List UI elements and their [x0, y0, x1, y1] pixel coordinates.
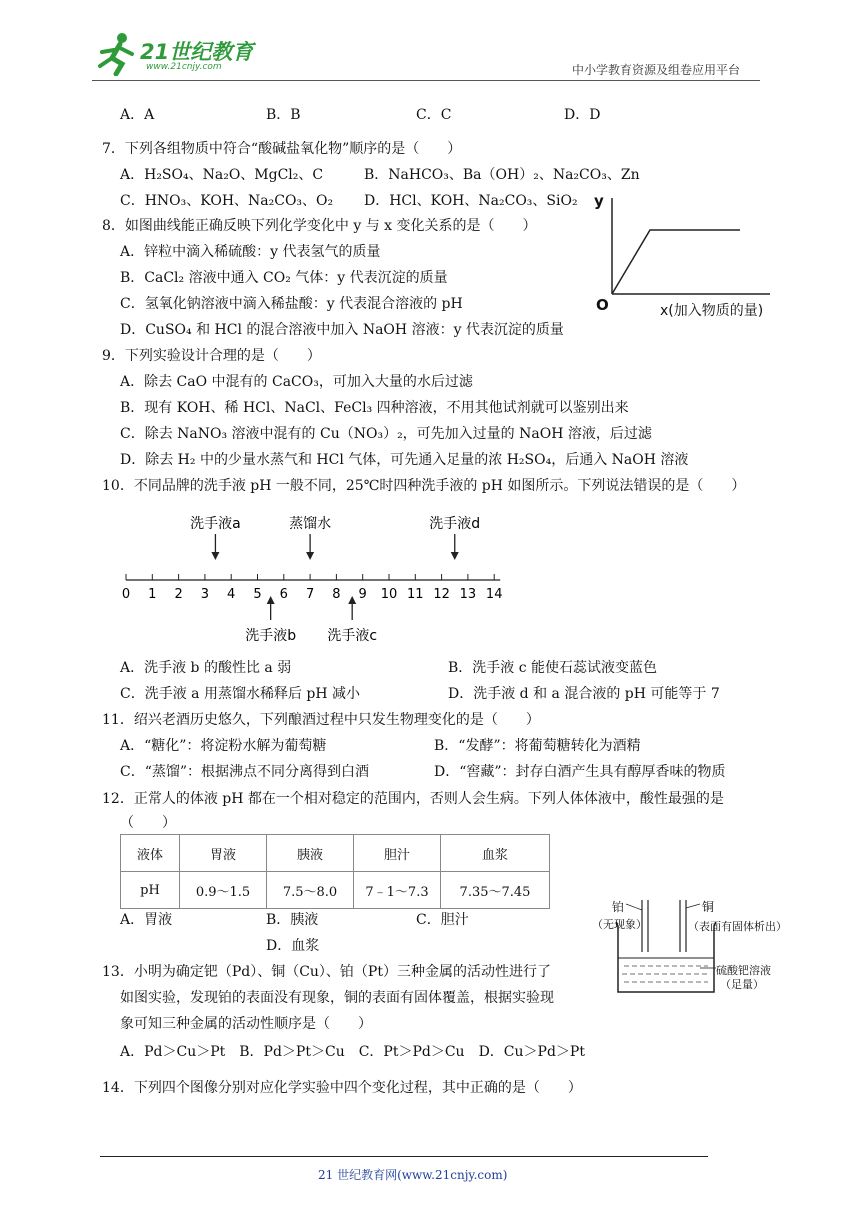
q12-option-b: B．胰液 [266, 912, 319, 928]
q8-curve [612, 230, 740, 294]
ph-tick-label: 11 [407, 586, 424, 602]
q8-option-d: D．CuSO₄ 和 HCl 的混合溶液中加入 NaOH 溶液：y 代表沉淀的质量 [120, 322, 564, 338]
footer-divider [100, 1156, 708, 1157]
ph-tick-label: 2 [174, 586, 183, 602]
pt-label: 铂 [612, 900, 625, 914]
ph-tick-label: 1 [148, 586, 157, 602]
q10-stem: 10．不同品牌的洗手液 pH 一般不同，25℃时四种洗手液的 pH 如图所示。下列说法错误的是（ ） [102, 478, 746, 494]
q7-option-c: C．HNO₃、KOH、Na₂CO₃、O₂ [120, 193, 334, 209]
table-header-cell: 胃液 [180, 835, 267, 872]
ph-tick-label: 3 [200, 586, 210, 602]
q7-option-b: B．NaHCO₃、Ba（OH）₂、Na₂CO₃、Zn [364, 167, 640, 183]
q11-option-c: C．“蒸馏”：根据沸点不同分离得到白酒 [120, 764, 370, 780]
table-row [121, 872, 550, 909]
ph-tick-label: 14 [485, 586, 503, 602]
solution-label: 硫酸钯溶液 [716, 964, 771, 977]
solution-note: （足量） [720, 978, 764, 991]
q8-x-label: x(加入物质的量) [660, 303, 764, 319]
runner-logo-icon [92, 30, 138, 76]
table-header-cell: 胰液 [267, 835, 354, 872]
table-row [121, 835, 550, 872]
ph-tick-label: 8 [332, 586, 341, 602]
q12-stem: 12．正常人的体液 pH 都在一个相对稳定的范围内，否则人会生病。下列人体体液中，酸性最强的是 [102, 791, 724, 807]
ph-tick-label: 10 [380, 586, 398, 602]
q8-option-c: C．氢氧化钠溶液中滴入稀盐酸：y 代表混合溶液的 pH [120, 296, 463, 312]
q10-option-b: B．洗手液 c 能使石蕊试液变蓝色 [448, 660, 658, 676]
arrow-down-icon [306, 552, 314, 560]
ph-tick-label: 0 [121, 586, 131, 602]
ph-tick-label: 9 [358, 586, 367, 602]
q11-option-a: A．“糖化”：将淀粉水解为葡萄糖 [120, 738, 327, 754]
q6-option-a: A．A [120, 107, 155, 123]
q12-stem-brackets: （ ） [120, 815, 176, 831]
footer-text: 21 世纪教育网(www.21cnjy.com) [318, 1168, 508, 1182]
header-divider [92, 80, 760, 81]
q10-option-c: C．洗手液 a 用蒸馏水稀释后 pH 减小 [120, 686, 361, 702]
ph-scale [110, 500, 550, 650]
arrow-down-icon [451, 552, 459, 560]
q8-origin-label: O [596, 296, 609, 314]
q8-option-b: B．CaCl₂ 溶液中通入 CO₂ 气体：y 代表沉淀的质量 [120, 270, 448, 286]
ph-top-label: 蒸馏水 [289, 516, 332, 532]
ph-tick-label: 6 [279, 586, 288, 602]
q13-line-2: 如图实验，发现铂的表面没有现象，铜的表面有固体覆盖，根据实验现 [120, 990, 554, 1006]
ph-tick-label: 5 [253, 586, 262, 602]
pt-note: （无现象） [592, 918, 647, 931]
ph-top-label: 洗手液a [190, 516, 241, 532]
q9-option-a: A．除去 CaO 中混有的 CaCO₃，可加入大量的水后过滤 [120, 374, 473, 390]
ph-bottom-label: 洗手液c [327, 628, 378, 644]
q9-option-d: D．除去 H₂ 中的少量水蒸气和 HCl 气体，可先通入足量的浓 H₂SO₄，后通入 NaOH 溶液 [120, 452, 689, 468]
q6-option-c: C．C [416, 107, 452, 123]
q8-option-a: A．锌粒中滴入稀硫酸：y 代表氢气的质量 [120, 244, 381, 260]
q7-stem: 7．下列各组物质中符合“酸碱盐氧化物”顺序的是（ ） [102, 141, 462, 157]
ph-bottom-label: 洗手液b [245, 628, 297, 644]
table-cell: 7.35～7.45 [441, 872, 550, 909]
table-cell: 7.5～8.0 [267, 872, 354, 909]
q6-option-d: D．D [564, 107, 601, 123]
ph-tick-label: 13 [459, 586, 477, 602]
q12-option-c: C．胆汁 [416, 912, 469, 928]
q13-options: A．Pd＞Cu＞Pt B．Pd＞Pt＞Cu C．Pt＞Pd＞Cu D．Cu＞Pd＞Pt [120, 1044, 585, 1060]
table-cell: 7﹣1～7.3 [354, 872, 441, 909]
arrow-down-icon [211, 552, 219, 560]
table-header-cell: 液体 [121, 835, 180, 872]
arrow-up-icon [348, 596, 356, 604]
q13-line-1: 13．小明为确定钯（Pd）、铜（Cu）、铂（Pt）三种金属的活动性进行了 [102, 964, 551, 980]
q7-option-a: A．H₂SO₄、Na₂O、MgCl₂、C [120, 167, 324, 183]
ph-tick-label: 12 [433, 586, 450, 602]
cu-label: 铜 [702, 900, 715, 914]
q8-y-label: y [594, 192, 604, 210]
q10-option-a: A．洗手液 b 的酸性比 a 弱 [120, 660, 292, 676]
q9-option-c: C．除去 NaNO₃ 溶液中混有的 Cu（NO₃）₂，可先加入过量的 NaOH 溶液，后过滤 [120, 426, 652, 442]
table-header-cell: 胆汁 [354, 835, 441, 872]
table-cell: pH [121, 872, 180, 909]
q14-stem: 14．下列四个图像分别对应化学实验中四个变化过程，其中正确的是（ ） [102, 1080, 582, 1096]
q6-option-b: B．B [266, 107, 301, 123]
ph-table [120, 834, 550, 909]
q9-option-b: B．现有 KOH、稀 HCl、NaCl、FeCl₃ 四种溶液，不用其他试剂就可以鉴别出来 [120, 400, 629, 416]
table-cell: 0.9～1.5 [180, 872, 267, 909]
ph-tick-label: 7 [305, 586, 315, 602]
q7-option-d: D．HCl、KOH、Na₂CO₃、SiO₂ [364, 193, 578, 209]
platform-name: 中小学教育资源及组卷应用平台 [572, 63, 741, 77]
logo-url: www.21cnjy.com [146, 62, 222, 72]
ph-top-label: 洗手液d [429, 516, 481, 532]
q10-option-d: D．洗手液 d 和 a 混合液的 pH 可能等于 7 [448, 686, 720, 702]
q8-stem: 8．如图曲线能正确反映下列化学变化中 y 与 x 变化关系的是（ ） [102, 218, 537, 234]
arrow-up-icon [267, 596, 275, 604]
ph-tick-label: 4 [227, 586, 236, 602]
q13-line-3: 象可知三种金属的活动性顺序是（ ） [120, 1016, 372, 1032]
q11-stem: 11．绍兴老酒历史悠久，下列酿酒过程中只发生物理变化的是（ ） [102, 712, 540, 728]
q12-option-d: D．血浆 [266, 938, 320, 954]
table-header-cell: 血浆 [441, 835, 550, 872]
q12-option-a: A．胃液 [120, 912, 173, 928]
q9-stem: 9．下列实验设计合理的是（ ） [102, 348, 321, 364]
cu-note: （表面有固体析出） [688, 920, 787, 933]
q11-option-b: B．“发酵”：将葡萄糖转化为酒精 [434, 738, 641, 754]
q11-option-d: D．“窖藏”：封存白酒产生具有醇厚香味的物质 [434, 764, 726, 780]
logo-text: 21世纪教育 [140, 40, 254, 64]
